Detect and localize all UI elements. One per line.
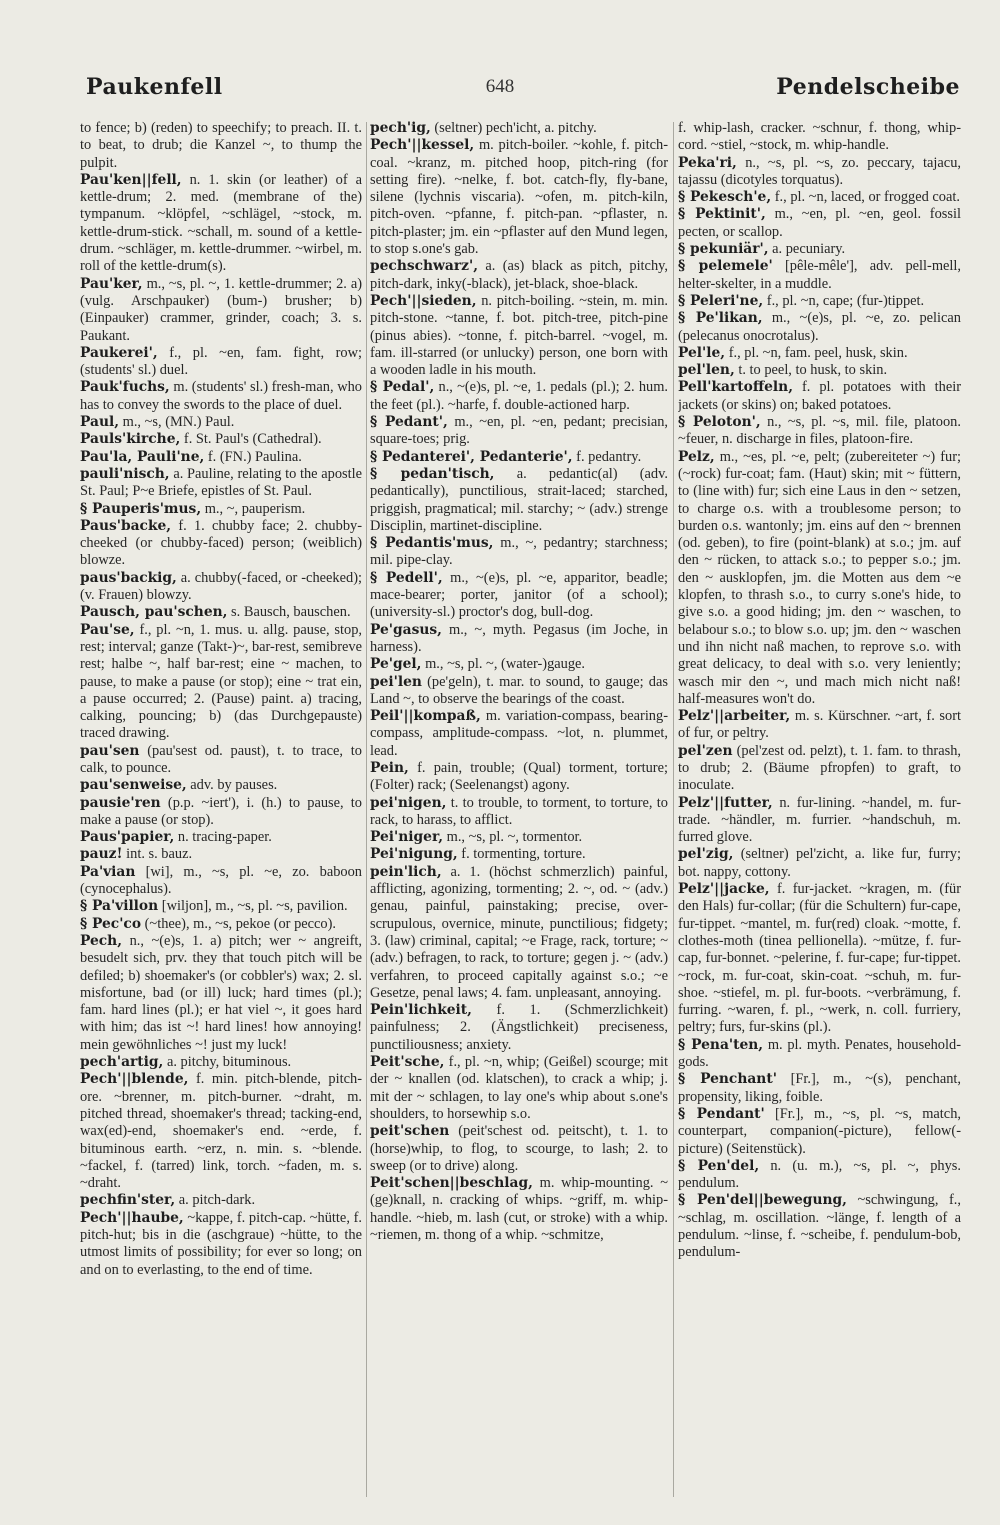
dictionary-entry <box>370 1054 668 1123</box>
definition-text: a. chubby(-faced, or -cheeked); (v. Frauen) blowzy. <box>80 569 362 604</box>
dictionary-entry <box>370 379 668 414</box>
definition-text: f. fur-jacket. ~kragen, m. (für den Hals) fur-collar; (für die Schultern) fur-cape, fur-tippet. ~mantel, m. fur(red) cloak. ~motte, f. clothes-moth (tinea pellionella). ~mütze, f. fur-cap, fur-bonnet. ~pelerine, f. fur-cape; fur-tippet. ~rock, m. fur-coat, skin-coat. ~schuh, m. fur-shoe. ~stiefel, m. pl. fur-boots. ~verbrämung, f. furring. ~waren, f. pl., ~werk, n. coll. furriery, peltry; furs, fur-skins (pl.). <box>678 881 961 1036</box>
headword: Peit'schen||beschlag, <box>370 1175 533 1192</box>
headword: Pa'vian <box>80 863 136 880</box>
headword: § Pauperis'mus, <box>80 500 202 517</box>
headword: § pelemele' <box>678 258 773 275</box>
dictionary-entry <box>80 846 362 863</box>
definition-text: f. min. pitch-blende, pitch-ore. ~brenner, m. pitch-burner. ~draht, m. pitched thread, shoemaker's thread; tacking-end, wax(ed)-end, shoemaker's end. ~erde, f. bituminous earth. ~erz, n. min. s. ~blende. ~fackel, f. (tarred) link, torch. ~faden, m. s. ~draht. <box>80 1071 362 1192</box>
headword: § Peleri'ne, <box>678 292 764 309</box>
headword: Pein'lichkeit, <box>370 1002 472 1019</box>
dictionary-entry <box>370 570 668 622</box>
headword: § Pe'likan, <box>678 310 763 327</box>
dictionary-entry <box>678 189 961 206</box>
dictionary-entry <box>678 310 961 345</box>
headword: Pau'la, Pauli'ne, <box>80 448 205 465</box>
headword: Pein, <box>370 759 409 776</box>
dictionary-entry <box>678 881 961 1037</box>
definition-text: [wiljon], m., ~s, pl. ~s, pavilion. <box>161 898 348 915</box>
dictionary-entry <box>370 864 668 1002</box>
dictionary-entry <box>678 1071 961 1106</box>
definition-text: m. (students' sl.) fresh-man, who has to convey the swords to the place of duel. <box>80 379 362 413</box>
dictionary-entry <box>678 120 961 155</box>
definition-text: m., ~es, pl. ~e, pelt; (zubereiteter ~) fur; (~rock) fur-coat; fam. (Haut) skin; mit ~ füttern, to (line with) fur; sich eine Laus in den ~ setzen, to charge o.s. with a troublesome person; to burden o.s. wantonly; jm. eins auf den ~ brennen (od. geben), to fire (point-blank) at s.o.; jm. auf den ~ rücken, to attack s.o.; to pepper s.o.; jm. den ~ ausklopfen, jm. die Motten aus dem ~e klopfen, to thrash s.o., to curry s.one's hide, to give s.o. a good hiding; jm. den ~ waschen, to belabour s.o.; to blow s.o. up; jm. den ~ waschen und ihn nicht naß machen, to reprove s.o. with great delicacy, to deal with s.o. very leniently; wasch mir den ~, und mach mich nicht naß! half-measures won't do. <box>678 448 961 707</box>
dictionary-entry <box>370 760 668 795</box>
definition-text: m., ~(e)s, pl. ~e, zo. pelican (pelecanus onocrotalus). <box>678 310 961 344</box>
definition-text: a. Pauline, relating to the apostle St. Paul; P~e Briefe, epistles of St. Paul. <box>80 465 362 500</box>
dictionary-entry <box>80 120 362 172</box>
dictionary-entry <box>80 570 362 605</box>
headword: pei'nigen, <box>370 794 447 811</box>
dictionary-entry <box>370 137 668 258</box>
headword: Pelz, <box>678 448 715 465</box>
headword: pei'len <box>370 673 422 690</box>
column-1 <box>80 120 362 1505</box>
headword: Pei'nigung, <box>370 846 458 863</box>
dictionary-entry <box>678 449 961 708</box>
definition-text: f., pl. ~n, cape; (fur-)tippet. <box>766 292 925 309</box>
headword: § Peloton', <box>678 414 761 431</box>
definition-text: m. pl. myth. Penates, household-gods. <box>678 1036 961 1071</box>
headword: § Pen'del, <box>678 1157 760 1174</box>
column-2 <box>370 120 668 1505</box>
headword: Peil'||kompaß, <box>370 708 481 725</box>
dictionary-entry <box>80 1071 362 1192</box>
column-3 <box>678 120 961 1505</box>
dictionary-entry <box>678 258 961 293</box>
definition-text: n. (u. m.), ~s, pl. ~, phys. pendulum. <box>678 1157 961 1192</box>
dictionary-entry <box>678 362 961 379</box>
dictionary-entry <box>370 466 668 535</box>
dictionary-entry <box>370 1175 668 1244</box>
headword: Paus'papier, <box>80 829 175 846</box>
definition-text: (peit'schest od. peitscht), t. 1. to (horse)whip, to flog, to scourge, to lash; 2. to sweep (or to drive) along. <box>370 1123 668 1174</box>
definition-text: f. tormenting, torture. <box>461 846 586 863</box>
dictionary-entry <box>80 501 362 518</box>
definition-text: m., ~(e)s, pl. ~e, apparitor, beadle; mace-bearer; porter, janitor (of a school); (university-sl.) proctor's dog, bull-dog. <box>370 569 668 621</box>
dictionary-entry <box>370 120 668 137</box>
definition-text: (seltner) pech'icht, a. pitchy. <box>434 120 597 136</box>
headword: Pau'se, <box>80 621 135 638</box>
headword: § Pekesch'e, <box>678 189 772 206</box>
definition-text: a. pedantic(al) (adv. pedantically), punctilious, strait-laced; starched, priggish, pragmatical; mil. starchy; ~ (adv.) strenge Disciplin, martinet-discipline. <box>370 465 668 534</box>
dictionary-entry <box>370 674 668 709</box>
headword: § Pec'co <box>80 915 142 932</box>
dictionary-entry <box>80 898 362 915</box>
dictionary-entry <box>678 293 961 310</box>
definition-text: n., ~(e)s, pl. ~e, 1. pedals (pl.); 2. hum. the feet (pl.). ~harfe, f. double-actioned harp. <box>370 379 668 413</box>
definition-text: f., pl. ~n, whip; (Geißel) scourge; mit der ~ knallen (od. klatschen), to crack a whip; j. mit der ~ schlagen, to lay one's whip about s.one's shoulders, to horsewhip s.o. <box>370 1054 668 1122</box>
dictionary-entry <box>678 155 961 190</box>
dictionary-entry <box>80 864 362 899</box>
headword: pau'sen <box>80 742 140 759</box>
definition-text: f. whip-lash, cracker. ~schnur, f. thong, whip-cord. ~stiel, ~stock, m. whip-handle. <box>678 120 961 154</box>
dictionary-entry <box>678 345 961 362</box>
definition-text: [Fr.], m., ~s, pl. ~s, match, counterpart, companion(-picture), fellow(-picture) (Seitenstück). <box>678 1105 961 1157</box>
dictionary-entry <box>80 604 362 621</box>
definition-text: n. tracing-paper. <box>177 829 272 846</box>
dictionary-entry <box>370 535 668 570</box>
headword: pech'ig, <box>370 120 431 136</box>
dictionary-entry <box>80 916 362 933</box>
headword: Pauk'fuchs, <box>80 379 170 396</box>
dictionary-entry <box>80 431 362 448</box>
dictionary-entry <box>370 795 668 830</box>
dictionary-entry <box>678 1037 961 1072</box>
definition-text: ~schwingung, f., ~schlag, m. oscillation. ~länge, f. length of a pendulum. ~linse, f. ~scheibe, f. pendulum-bob, pendulum- <box>678 1192 961 1261</box>
dictionary-entry <box>678 795 961 847</box>
headword: Pech, <box>80 932 123 949</box>
headword: Pei'niger, <box>370 829 444 846</box>
dictionary-entry <box>678 206 961 241</box>
headword: peit'schen <box>370 1123 450 1140</box>
definition-text: n., ~s, pl. ~s, mil. file, platoon. ~feuer, n. discharge in files, platoon-fire. <box>678 414 961 448</box>
headword: pechfin'ster, <box>80 1192 176 1209</box>
definition-text: (seltner) pel'zicht, a. like fur, furry; bot. nappy, cottony. <box>678 846 961 880</box>
dictionary-entry <box>80 172 362 276</box>
headword: pauli'nisch, <box>80 465 170 482</box>
definition-text: (~thee), m., ~s, pekoe (or pecco). <box>144 915 337 932</box>
definition-text: f., pl. ~n, fam. peel, husk, skin. <box>728 344 908 361</box>
headword: Peka'ri, <box>678 154 737 171</box>
dictionary-entry <box>80 743 362 778</box>
headword: Pauls'kirche, <box>80 431 181 448</box>
headword: pein'lich, <box>370 863 442 880</box>
headword: § Pektinit', <box>678 206 766 223</box>
headword: pauz! <box>80 846 123 863</box>
headword: Pelz'||futter, <box>678 794 773 811</box>
dictionary-entry <box>678 846 961 881</box>
headword: Peit'sche, <box>370 1054 445 1071</box>
headword: Paukerei', <box>80 344 158 361</box>
definition-text: n. pitch-boiling. ~stein, m. min. pitch-stone. ~tanne, f. bot. pitch-tree, pitch-pine (pinus abies). ~tonne, f. pitch-barrel. ~vogel, m. fam. ill-starred (or unlucky) person, one born with a wooden ladle in his mouth. <box>370 292 668 379</box>
headword: Pe'gel, <box>370 656 422 673</box>
headword: Pell'kartoffeln, <box>678 379 794 396</box>
dictionary-entry <box>678 414 961 449</box>
headword: § Pedell', <box>370 569 443 586</box>
dictionary-entry <box>80 933 362 1054</box>
definition-text: m., ~, myth. Pegasus (im Joche, in harness). <box>370 621 668 655</box>
headword: pechschwarz', <box>370 258 479 275</box>
definition-text: f., pl. ~n, 1. mus. u. allg. pause, stop, rest; interval; ganze (Takt-)~, bar-rest, semibreve rest; halbe ~, half bar-rest; eine ~ machen, to pause, to make a pause (or stop); eine ~ trat ein, a pause occurred; 2. (Pause) paint. a) tracing, calking, pouncing; b) (das Durchgepauste) traced drawing. <box>80 621 362 742</box>
definition-text: (pe'geln), t. mar. to sound, to gauge; das Land ~, to observe the bearings of the coast. <box>370 673 668 707</box>
definition-text: a. pecuniary. <box>772 241 846 258</box>
dictionary-entry <box>370 449 668 466</box>
dictionary-entry <box>678 1192 961 1261</box>
definition-text: n., ~s, pl. ~s, zo. peccary, tajacu, tajassu (dicotyles torquatus). <box>678 154 961 188</box>
definition-text: [Fr.], m., ~(s), penchant, propensity, liking, foible. <box>678 1071 961 1105</box>
headword: Pech'||sieden, <box>370 292 477 309</box>
dictionary-entry <box>80 622 362 743</box>
headword: § Pendant' <box>678 1105 765 1122</box>
dictionary-entry <box>370 414 668 449</box>
definition-text: m., ~, pedantry; starchness; mil. pipe-clay. <box>370 535 668 569</box>
dictionary-entry <box>80 1192 362 1209</box>
dictionary-entry <box>80 777 362 794</box>
definition-text: m. whip-mounting. ~(ge)knall, n. cracking of whips. ~griff, m. whip-handle. ~hieb, m. lash (cut, or stroke) with a whip. ~riemen, m. thong of a whip. ~schmitze, <box>370 1175 668 1243</box>
headword: § pedan'tisch, <box>370 465 495 482</box>
dictionary-entry <box>80 1054 362 1071</box>
dictionary-entry <box>80 276 362 345</box>
definition-text: a. (as) black as pitch, pitchy, pitch-dark, inky(-black), jet-black, shoe-black. <box>370 258 668 292</box>
definition-text: m. pitch-boiler. ~kohle, f. pitch-coal. ~kranz, m. pitched hoop, pitch-ring (for setting fire). ~nelke, f. bot. catch-fly, fly-bane, silene (lychnis viscaria). ~ofen, m. pitch-kiln, pitch-oven. ~pfanne, f. pitch-pan. ~pflaster, n. pitch-plaster; jm. ein ~pflaster auf den Mund legen, to stop s.one's gab. <box>370 137 668 258</box>
definition-text: t. to peel, to husk, to skin. <box>738 362 888 379</box>
definition-text: [pêle-mêle'], adv. pell-mell, helter-skelter, in a muddle. <box>678 258 961 292</box>
dictionary-entry <box>80 414 362 431</box>
headword: § Pedanterei', Pedanterie', <box>370 448 573 465</box>
headword: § Pedal', <box>370 379 435 396</box>
dictionary-entry <box>678 241 961 258</box>
headword: Pau'ken||fell, <box>80 171 182 188</box>
definition-text: n. fur-lining. ~handel, m. fur-trade. ~händler, m. furrier. ~handschuh, m. furred glove. <box>678 794 961 846</box>
dictionary-entry <box>370 622 668 657</box>
dictionary-entry <box>370 656 668 673</box>
dictionary-entry <box>80 466 362 501</box>
definition-text: f. 1. chubby face; 2. chubby-cheeked (or chubby-faced) person; (weiblich) blowze. <box>80 517 362 569</box>
headword: § Pa'villon <box>80 898 159 915</box>
definition-text: m., ~, pauperism. <box>204 500 306 517</box>
headword: § Pedant', <box>370 414 448 431</box>
definition-text: f. pl. potatoes with their jackets (or skins) on; baked potatoes. <box>678 379 961 413</box>
definition-text: f. pedantry. <box>576 448 642 465</box>
dictionary-entry <box>370 293 668 379</box>
definition-text: m. variation-compass, bearing-compass, amplitude-compass. ~lot, n. plummet, lead. <box>370 708 668 759</box>
definition-text: f., pl. ~n, laced, or frogged coat. <box>774 189 960 206</box>
definition-text: n., ~(e)s, 1. a) pitch; wer ~ angreift, besudelt sich, prv. they that touch pitch will be defiled; b) shoemaker's (or cobbler's) wax; 2. sl. misfortune, bad (or ill) luck; hard times (pl.); fam. hard lines (pl.); er hat viel ~, it goes hard with him; das ist ~! hard lines! how annoying! mein gewöhnliches ~! just my luck! <box>80 932 362 1053</box>
dictionary-entry <box>80 829 362 846</box>
dictionary-entry <box>80 518 362 570</box>
headword: § pekuniär', <box>678 241 769 258</box>
definition-text: m., ~en, pl. ~en, geol. fossil pecten, or scallop. <box>678 206 961 240</box>
headword: Pech'||kessel, <box>370 137 475 154</box>
definition-text: f. pain, trouble; (Qual) torment, torture; (Folter) rack; (Seelenangst) agony. <box>370 759 668 794</box>
dictionary-entry <box>80 379 362 414</box>
headword: paus'backig, <box>80 569 177 586</box>
headword: Pech'||haube, <box>80 1209 184 1226</box>
dictionary-entry <box>370 708 668 760</box>
headword: § Penchant' <box>678 1071 777 1088</box>
definition-text: f. (FN.) Paulina. <box>207 448 302 465</box>
headword: pau'senweise, <box>80 777 187 794</box>
definition-text: (pel'zest od. pelzt), t. 1. fam. to thrash, to drub; 2. (Bäume pfropfen) to graft, to inoculate. <box>678 742 961 794</box>
headword: § Pedantis'mus, <box>370 535 494 552</box>
dictionary-entry <box>370 846 668 863</box>
headword: Pech'||blende, <box>80 1071 189 1088</box>
definition-text: [wi], m., ~s, pl. ~e, zo. baboon (cynocephalus). <box>80 863 362 898</box>
definition-text: (p.p. ~iert'), i. (h.) to pause, to make a pause (or stop). <box>80 794 362 828</box>
running-head-right: Pendelscheibe <box>776 74 960 100</box>
definition-text: ~kappe, f. pitch-cap. ~hütte, f. pitch-hut; bis in die (aschgraue) ~hütte, to the utmost limits of possibility; for ever so long; on and on to everlasting, to the end of time. <box>80 1209 362 1278</box>
dictionary-entry <box>370 1002 668 1054</box>
definition-text: (pau'sest od. paust), t. to trace, to calk, to pounce. <box>80 742 362 776</box>
definition-text: t. to trouble, to torment, to torture, to rack, to harass, to afflict. <box>370 794 668 828</box>
definition-text: to fence; b) (reden) to speechify; to preach. II. t. to beat, to drub; die Kanzel ~, to thump the pulpit. <box>80 120 362 171</box>
headword: pausie'ren <box>80 794 161 811</box>
dictionary-entry <box>80 1210 362 1279</box>
definition-text: a. pitchy, bituminous. <box>166 1054 292 1071</box>
headword: Paus'backe, <box>80 517 172 534</box>
definition-text: f. St. Paul's (Cathedral). <box>183 431 322 448</box>
definition-text: a. pitch-dark. <box>178 1192 256 1209</box>
definition-text: m., ~s, pl. ~, 1. kettle-drummer; 2. a) (vulg. Arschpauker) (bum-) brusher; b) (Einpauker) crammer, grinder, coach; 3. s. Paukant. <box>80 275 362 344</box>
headword: § Pena'ten, <box>678 1036 764 1053</box>
definition-text: f., pl. ~en, fam. fight, row; (students' sl.) duel. <box>80 344 362 379</box>
dictionary-entry <box>678 379 961 414</box>
definition-text: m., ~en, pl. ~en, pedant; precisian, square-toes; prig. <box>370 414 668 448</box>
definition-text: adv. by pauses. <box>190 777 278 794</box>
definition-text: m. s. Kürschner. ~art, f. sort of fur, or peltry. <box>678 708 961 742</box>
headword: pel'zig, <box>678 846 734 863</box>
headword: Pausch, pau'schen, <box>80 604 228 621</box>
dictionary-entry <box>678 743 961 795</box>
dictionary-entry <box>370 1123 668 1175</box>
definition-text: n. 1. skin (or leather) of a kettle-drum; 2. med. (membrane of the) tympanum. ~klöpfel, ~schlägel, ~stock, m. kettle-drum-stick. ~schall, m. sound of a kettle-drum. ~schläger, m. kettle-drummer. ~wirbel, m. roll of the kettle-drum(s). <box>80 171 362 275</box>
column-divider-2 <box>673 122 674 1497</box>
dictionary-entry <box>370 829 668 846</box>
headword: Pelz'||jacke, <box>678 881 770 898</box>
definition-text: m., ~s, pl. ~, (water-)gauge. <box>425 656 586 673</box>
headword: § Pen'del||bewegung, <box>678 1192 847 1209</box>
dictionary-entry <box>678 708 961 743</box>
definition-text: a. 1. (höchst schmerzlich) painful, afflicting, agonizing, tormenting; 2. ~, od. ~ (adv.) genau, painful, painstaking; precise, over-scrupulous, overnice, minute, punctilious; fidgety; 3. (law) criminal, capital; ~e Frage, rack, torture; ~ (adv.) befragen, to rack, to torture; gegen j. ~ (adv.) verfahren, to proceed capitally against s.o.; ~e Gesetze, penal laws; 4. fam. unpleasant, annoying. <box>370 863 668 1001</box>
headword: Pe'gasus, <box>370 621 442 638</box>
dictionary-entry <box>678 1106 961 1158</box>
dictionary-entry <box>80 345 362 380</box>
definition-text: m., ~s, pl. ~, tormentor. <box>446 829 583 846</box>
dictionary-entry <box>678 1158 961 1193</box>
dictionary-entry <box>80 795 362 830</box>
headword: pech'artig, <box>80 1054 164 1071</box>
headword: pel'zen <box>678 742 733 759</box>
dictionary-entry <box>370 258 668 293</box>
headword: Paul, <box>80 414 120 431</box>
page-number: 648 <box>485 76 515 97</box>
column-divider-1 <box>366 122 367 1497</box>
definition-text: m., ~s, (MN.) Paul. <box>122 414 235 431</box>
headword: Pel'le, <box>678 344 726 361</box>
headword: Pau'ker, <box>80 275 143 292</box>
headword: pel'len, <box>678 362 735 379</box>
definition-text: f. 1. (Schmerzlichkeit) painfulness; 2. (Ängstlichkeit) preciseness, punctiliousness; anxiety. <box>370 1002 668 1053</box>
dictionary-entry <box>80 449 362 466</box>
headword: Pelz'||arbeiter, <box>678 708 791 725</box>
running-head-left: Paukenfell <box>86 74 223 100</box>
definition-text: int. s. bauz. <box>126 846 193 863</box>
definition-text: s. Bausch, bauschen. <box>231 604 351 621</box>
